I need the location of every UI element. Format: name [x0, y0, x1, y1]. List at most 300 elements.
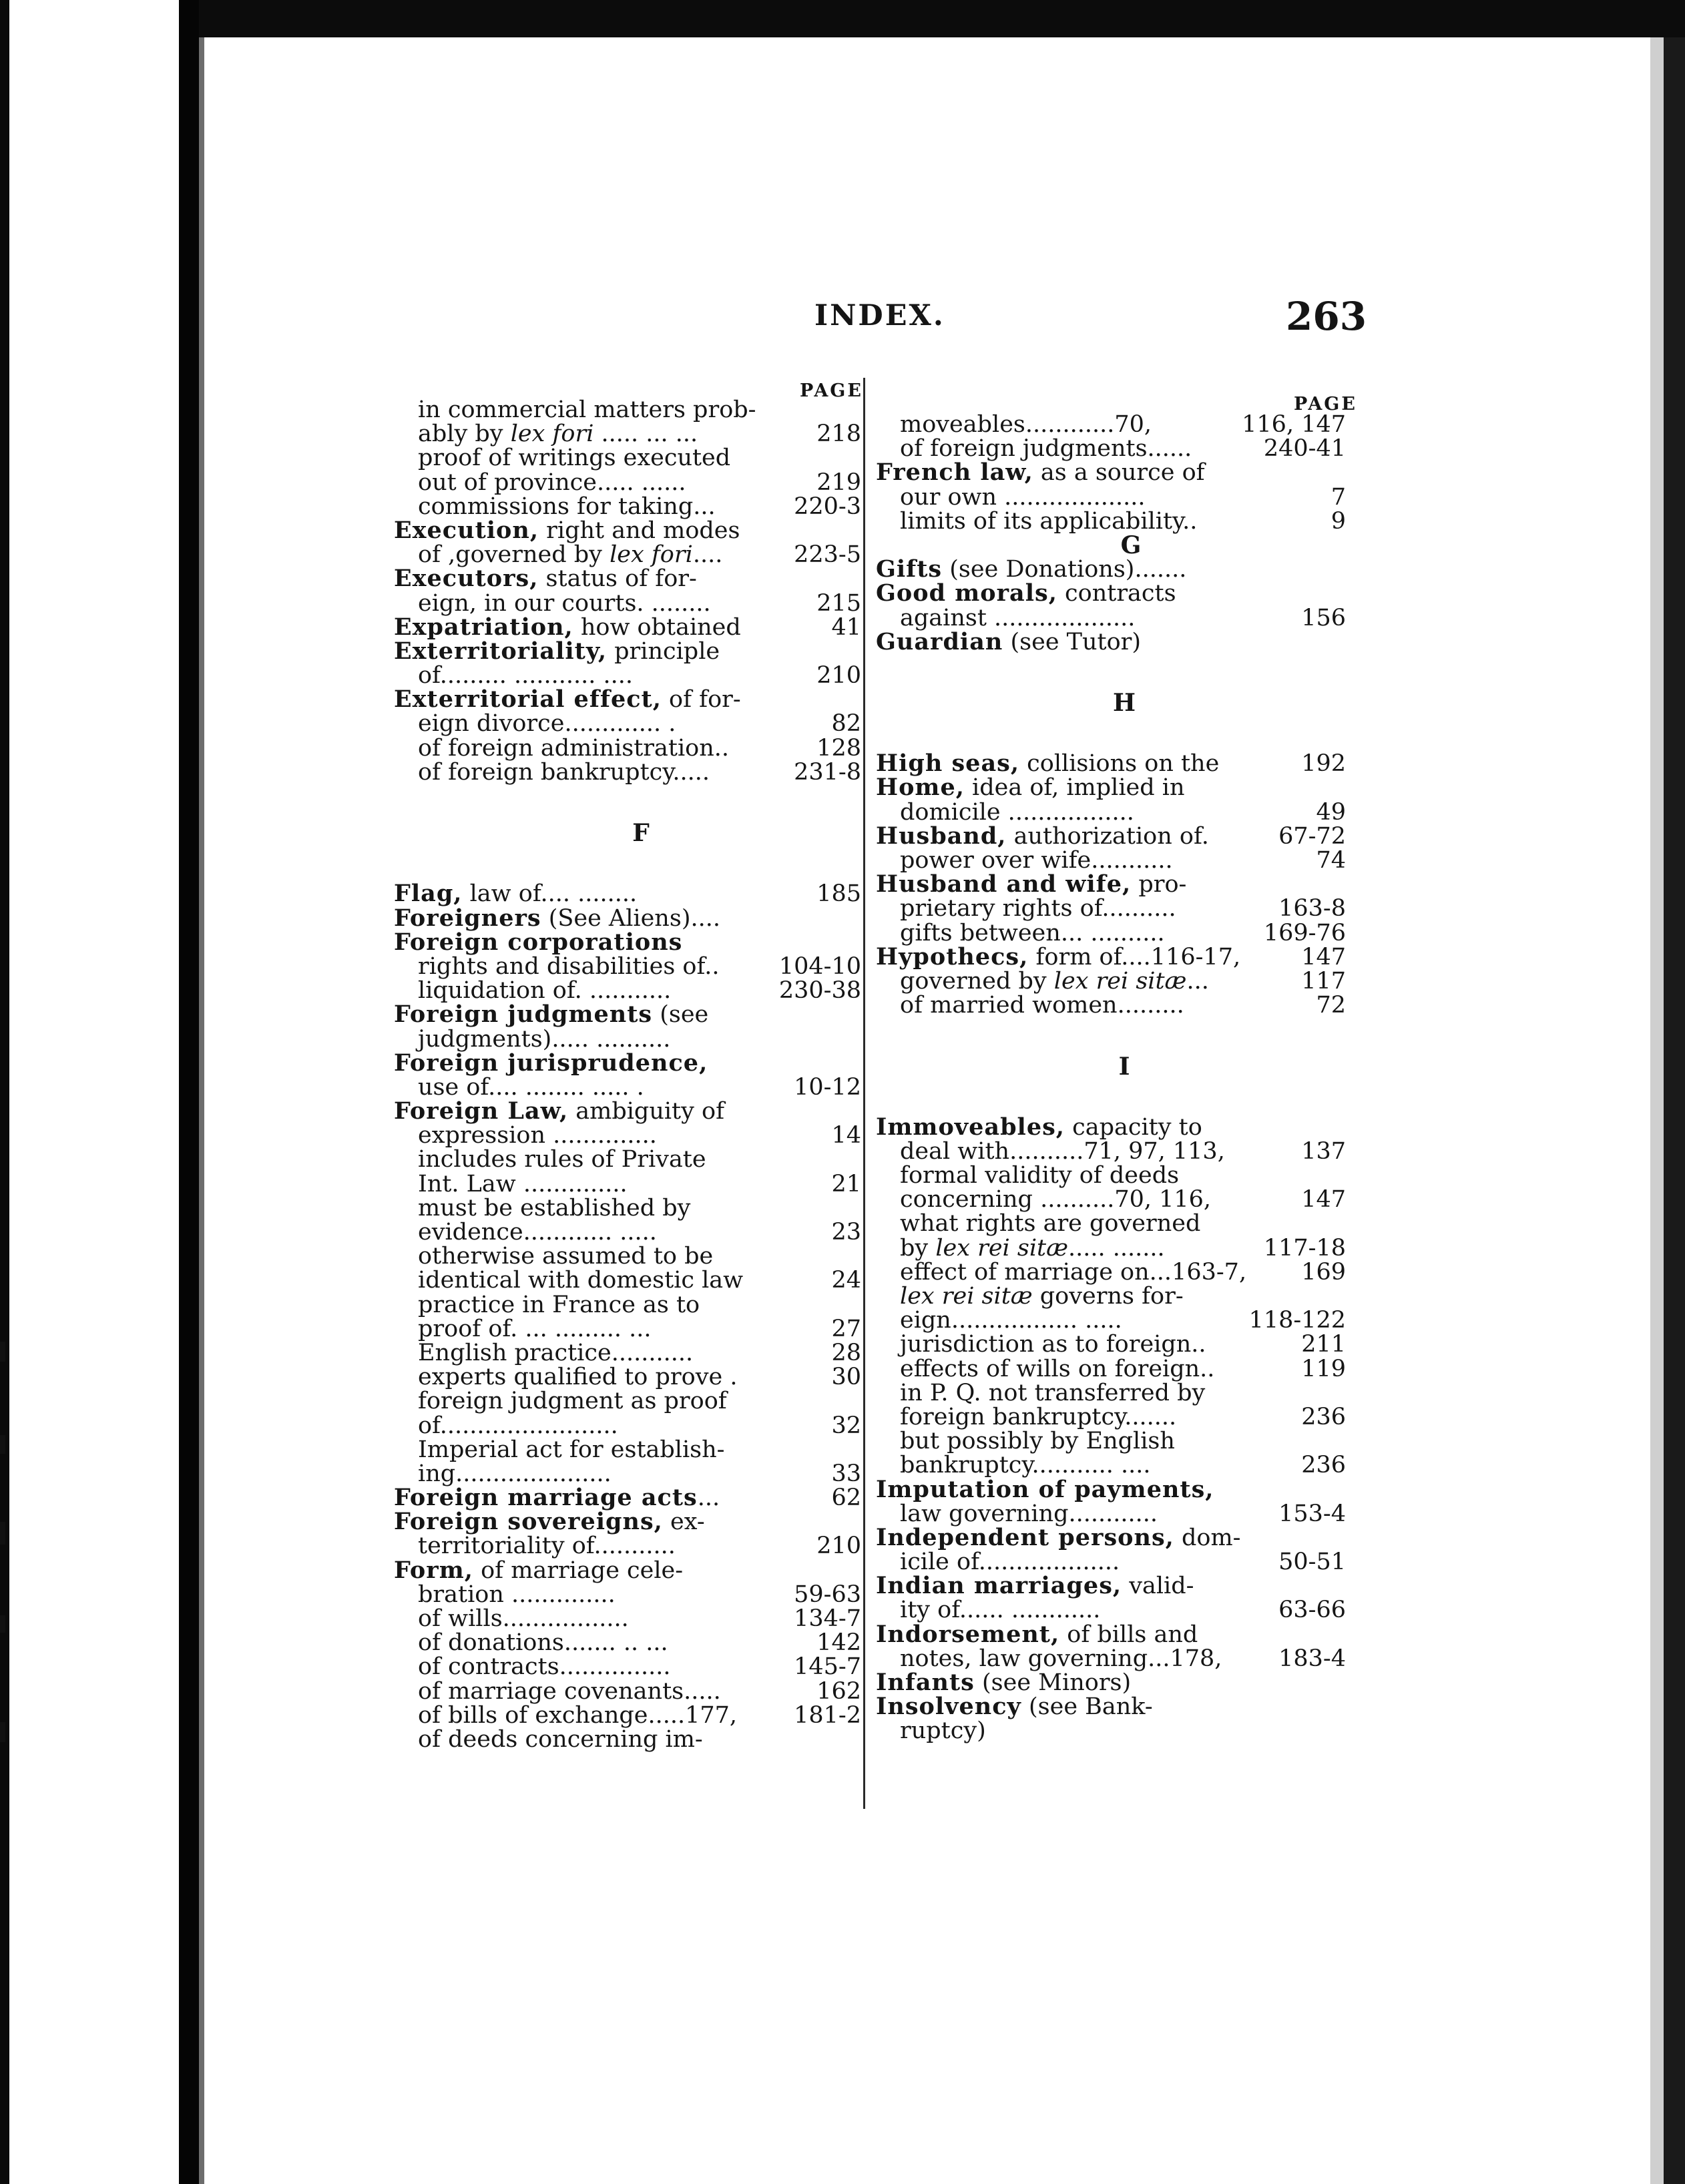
index-subentry — [876, 606, 1346, 630]
entry-text — [876, 824, 1209, 848]
page-ref: 117 — [1301, 967, 1346, 995]
page-ref: 21 — [831, 1170, 861, 1197]
index-subentry — [394, 543, 861, 567]
entry-headword: Exterritoriality, — [394, 637, 608, 665]
entry-italic: lex rei sitæ — [900, 1283, 1033, 1310]
entry-label: law governing............ — [900, 1500, 1158, 1527]
entry-label: eign................. ..... — [900, 1307, 1122, 1334]
index-entry — [876, 942, 1346, 971]
entry-text — [876, 627, 1142, 655]
index-subentry — [876, 1405, 1346, 1429]
page-ref: 137 — [1301, 1137, 1346, 1165]
entry-label: proof of. ... ......... ... — [418, 1315, 652, 1342]
entry-text — [394, 1099, 724, 1123]
index-entry — [876, 1695, 1346, 1719]
entry-label: bankruptcy........... .... — [900, 1452, 1151, 1479]
entry-text — [876, 872, 1186, 896]
entry-text — [394, 688, 741, 712]
index-entry — [876, 627, 1346, 655]
entry-label: concerning ..........70, 116, — [900, 1186, 1212, 1213]
entry-label: eign divorce............. . — [418, 710, 676, 738]
page-ref: 72 — [1316, 992, 1346, 1019]
entry-text — [394, 615, 741, 639]
index-subentry — [394, 446, 861, 470]
entry-text — [900, 1357, 1214, 1381]
index-entry — [394, 1486, 861, 1510]
entry-headword: Imputation of payments, — [876, 1475, 1214, 1503]
index-subentry — [876, 1381, 1346, 1405]
entry-label: ... — [697, 1484, 720, 1512]
entry-headword: Executors, — [394, 565, 539, 593]
running-head: INDEX. — [814, 299, 945, 332]
entry-text — [394, 906, 720, 930]
entry-text — [876, 1574, 1194, 1598]
entry-text — [418, 1607, 629, 1631]
index-subentry — [394, 1703, 861, 1727]
margin-mark — [0, 1435, 5, 1454]
entry-text — [394, 1510, 705, 1534]
index-subentry — [876, 1332, 1346, 1356]
entry-label: power over wife........... — [900, 847, 1173, 874]
entry-text — [900, 1719, 986, 1743]
page-column-label-left: PAGE — [800, 380, 863, 401]
index-subentry — [394, 398, 861, 422]
entry-text — [876, 1475, 1214, 1503]
entry-label: law of.... ........ — [462, 880, 638, 908]
index-subentry — [394, 1534, 861, 1558]
index-subentry — [394, 1389, 861, 1413]
index-subentry — [876, 1453, 1346, 1477]
entry-text — [418, 1534, 676, 1558]
page-ref: 59-63 — [794, 1581, 861, 1608]
index-entry — [394, 1051, 861, 1075]
entry-text — [394, 1051, 708, 1075]
entry-label: eign, in our courts. ........ — [418, 589, 711, 617]
entry-label: how obtained — [573, 613, 741, 641]
index-entry — [394, 1556, 861, 1584]
page-ref: 67-72 — [1278, 822, 1346, 850]
index-subentry — [876, 1236, 1346, 1260]
index-subentry — [394, 1365, 861, 1389]
entry-label: identical with domestic law — [418, 1267, 744, 1294]
entry-label: experts qualified to prove . — [418, 1364, 738, 1391]
entry-label: rights and disabilities of.. — [418, 952, 720, 980]
entry-text — [418, 736, 729, 760]
entry-text — [418, 543, 722, 567]
index-subentry — [394, 1679, 861, 1703]
entry-text — [900, 1429, 1175, 1453]
entry-text — [900, 921, 1165, 945]
scan-gutter-edge — [199, 0, 204, 2184]
page-ref: 104-10 — [778, 952, 861, 980]
page-ref: 7 — [1331, 483, 1346, 511]
page-ref: 28 — [831, 1339, 861, 1366]
page-ref: 240-41 — [1263, 435, 1346, 463]
index-subentry — [394, 954, 861, 979]
page-ref: 223-5 — [794, 541, 861, 569]
entry-headword: Expatriation, — [394, 613, 573, 641]
entry-headword: Infants — [876, 1669, 975, 1696]
entry-text — [418, 1631, 668, 1655]
entry-text — [900, 509, 1197, 533]
entry-label: icile of................... — [900, 1549, 1120, 1576]
entry-label: authorization of. — [1006, 822, 1209, 850]
entry-text — [418, 663, 633, 688]
entry-label: commissions for taking... — [418, 493, 716, 520]
index-subentry — [876, 1719, 1346, 1743]
entry-italic: lex fori — [510, 421, 594, 448]
entry-label: (see — [652, 1001, 709, 1029]
index-subentry — [876, 800, 1346, 824]
entry-label: foreign judgment as proof — [418, 1388, 727, 1415]
entry-text — [876, 776, 1185, 800]
entry-headword: Hypothecs, — [876, 942, 1029, 971]
entry-text — [876, 1695, 1153, 1719]
entry-headword: Immoveables, — [876, 1113, 1065, 1141]
entry-text — [418, 1123, 657, 1147]
index-subentry — [876, 1211, 1346, 1236]
page-ref: 231-8 — [794, 758, 861, 786]
index-subentry — [394, 1317, 861, 1341]
index-subentry — [394, 495, 861, 519]
page-ref: 230-38 — [778, 977, 861, 1005]
section-gap — [876, 1091, 1346, 1115]
index-entry — [876, 1523, 1346, 1551]
entry-text — [876, 581, 1176, 605]
entry-label: collisions on the — [1019, 750, 1220, 778]
entry-label: includes rules of Private — [418, 1146, 706, 1173]
entry-label: limits of its applicability.. — [900, 507, 1198, 535]
entry-label: formal validity of deeds — [900, 1162, 1180, 1189]
entry-label: territoriality of........... — [418, 1533, 676, 1560]
entry-label: governed by — [900, 967, 1047, 995]
entry-label: notes, law governing...178, — [900, 1645, 1222, 1672]
entry-text — [876, 461, 1205, 485]
index-column-right — [876, 413, 1346, 1743]
entry-label: practice in France as to — [418, 1291, 700, 1318]
entry-text — [418, 1655, 671, 1679]
entry-text — [900, 1139, 1225, 1163]
index-subentry — [394, 1462, 861, 1486]
entry-text — [418, 591, 711, 615]
index-subentry — [394, 979, 861, 1003]
entry-headword: Guardian — [876, 627, 1003, 655]
index-subentry — [394, 760, 861, 784]
page-ref: 162 — [816, 1677, 861, 1705]
entry-label: dom- — [1174, 1524, 1241, 1551]
entry-text — [418, 1389, 727, 1413]
page-ref: 63-66 — [1278, 1597, 1346, 1624]
entry-text — [900, 485, 1146, 509]
entry-label: prietary rights of.......... — [900, 895, 1176, 922]
entry-text — [900, 1236, 1165, 1260]
index-subentry — [876, 896, 1346, 920]
index-entry — [394, 930, 861, 954]
entry-text — [418, 1027, 670, 1051]
entry-headword: Flag, — [394, 880, 463, 908]
entry-italic: lex rei sitæ — [1053, 967, 1187, 995]
entry-label: ity of...... ............ — [900, 1597, 1101, 1624]
entry-text — [394, 882, 637, 906]
page-ref: 192 — [1301, 750, 1346, 778]
entry-label: effects of wills on foreign.. — [900, 1355, 1215, 1382]
index-entry — [876, 872, 1346, 896]
entry-label: domicile ................. — [900, 798, 1134, 826]
entry-headword: Independent persons, — [876, 1523, 1174, 1551]
entry-text — [418, 712, 676, 736]
entry-label: of deeds concerning im- — [418, 1725, 703, 1753]
entry-label: pro- — [1131, 871, 1187, 898]
page-ref: 183-4 — [1278, 1645, 1346, 1672]
entry-headword: Home, — [876, 774, 965, 802]
index-entry — [876, 461, 1346, 485]
page-ref: 62 — [831, 1484, 861, 1512]
entry-headword: Indorsement, — [876, 1620, 1060, 1648]
index-entry — [876, 557, 1346, 581]
index-subentry — [876, 1598, 1346, 1622]
page-ref: 169-76 — [1263, 919, 1346, 946]
index-entry — [876, 581, 1346, 605]
page-ref: 117-18 — [1263, 1234, 1346, 1262]
index-subentry — [394, 591, 861, 615]
entry-label: idea of, implied in — [964, 774, 1185, 802]
page-ref: 185 — [816, 880, 861, 908]
index-subentry — [394, 1147, 861, 1171]
index-subentry — [394, 1123, 861, 1147]
page-ref: 128 — [816, 734, 861, 762]
index-subentry — [394, 1655, 861, 1679]
entry-text — [418, 422, 698, 446]
index-subentry — [876, 1502, 1346, 1526]
entry-headword: Foreign jurisprudence, — [394, 1049, 708, 1077]
page-ref: 32 — [831, 1412, 861, 1439]
entry-label: ruptcy) — [900, 1717, 986, 1745]
entry-label: (see Tutor) — [1003, 628, 1142, 655]
page-ref: 145-7 — [794, 1653, 861, 1681]
entry-label: form of....116-17, — [1028, 943, 1241, 971]
index-column-left — [394, 398, 861, 1751]
index-subentry — [394, 1244, 861, 1268]
entry-text — [418, 1679, 721, 1703]
entry-label: against ................... — [900, 604, 1136, 631]
entry-headword: French law, — [876, 459, 1033, 487]
margin-mark — [0, 1522, 5, 1545]
entry-headword: Indian marriages, — [876, 1572, 1122, 1600]
entry-text — [900, 413, 1152, 437]
entry-text — [900, 1284, 1184, 1308]
index-entry — [394, 688, 861, 712]
index-subentry — [876, 1357, 1346, 1381]
entry-label: gifts between... .......... — [900, 919, 1165, 946]
entry-label: liquidation of. ........... — [418, 977, 672, 1005]
entry-headword: Gifts — [876, 555, 943, 583]
page-number: 263 — [1286, 294, 1367, 339]
entry-label: of marriage cele- — [473, 1557, 684, 1584]
entry-headword: Foreigners — [394, 904, 541, 932]
index-subentry — [876, 921, 1346, 945]
index-subentry — [876, 1308, 1346, 1332]
entry-italic: lex rei sitæ — [935, 1234, 1068, 1262]
index-entry — [876, 752, 1346, 776]
entry-text — [900, 1598, 1100, 1622]
entry-label: right and modes — [539, 517, 740, 544]
entry-label: of contracts............... — [418, 1653, 671, 1681]
page-ref: 210 — [816, 662, 861, 690]
entry-text — [394, 930, 682, 954]
entry-label: valid- — [1122, 1573, 1194, 1600]
index-subentry — [394, 1268, 861, 1292]
entry-text — [900, 993, 1184, 1017]
entry-text — [900, 896, 1176, 920]
index-subentry — [876, 993, 1346, 1017]
entry-text — [900, 1405, 1176, 1429]
index-entry — [876, 1475, 1346, 1503]
entry-text — [418, 1147, 706, 1171]
entry-text — [876, 942, 1241, 971]
entry-label: jurisdiction as to foreign.. — [900, 1331, 1206, 1358]
index-subentry — [394, 1293, 861, 1317]
margin-mark — [0, 1342, 5, 1362]
entry-label: by — [900, 1234, 929, 1262]
index-subentry — [394, 712, 861, 736]
section-letter: H — [1112, 689, 1136, 718]
page-ref: 142 — [816, 1629, 861, 1657]
section-gap — [876, 728, 1346, 752]
page-ref: 50-51 — [1278, 1549, 1346, 1576]
index-subentry — [876, 1163, 1346, 1187]
entry-text — [394, 1486, 720, 1510]
entry-label: principle — [607, 637, 720, 665]
entry-text — [418, 1414, 618, 1438]
entry-label: (See Aliens).... — [541, 904, 720, 932]
entry-label: of foreign administration.. — [418, 734, 730, 762]
entry-headword: Form, — [394, 1556, 473, 1584]
page-ref: 27 — [831, 1315, 861, 1342]
index-subentry — [394, 736, 861, 760]
entry-text — [900, 606, 1135, 630]
scan-top-border — [199, 0, 1685, 37]
index-subentry — [394, 1727, 861, 1751]
index-subentry — [876, 848, 1346, 872]
entry-label: of wills................. — [418, 1605, 629, 1632]
index-subentry — [394, 1341, 861, 1365]
index-subentry — [394, 1075, 861, 1099]
entry-label: bration .............. — [418, 1581, 616, 1608]
entry-label: ex- — [662, 1509, 705, 1536]
index-subentry — [876, 1647, 1346, 1671]
section-gap — [394, 858, 861, 882]
entry-text — [394, 516, 740, 544]
entry-text — [418, 495, 716, 519]
section-gap — [876, 1017, 1346, 1041]
index-subentry — [394, 471, 861, 495]
page-ref: 9 — [1331, 507, 1346, 535]
index-subentry — [394, 1196, 861, 1220]
entry-label: in P. Q. not transferred by — [900, 1379, 1206, 1406]
index-entry — [394, 567, 861, 591]
page-ref: 116, 147 — [1242, 411, 1346, 438]
entry-headword: Execution, — [394, 516, 539, 544]
entry-headword: Good morals, — [876, 579, 1057, 607]
entry-text — [876, 1523, 1241, 1551]
entry-text — [418, 1293, 700, 1317]
section-gap — [394, 784, 861, 808]
margin-mark — [0, 1615, 5, 1633]
entry-label: status of for- — [538, 565, 697, 593]
entry-label: evidence............ ..... — [418, 1219, 657, 1246]
page-ref: 147 — [1301, 1186, 1346, 1213]
column-rule — [863, 378, 865, 1809]
section-letter: G — [1120, 531, 1142, 559]
index-entry — [394, 882, 861, 906]
entry-label: (see Donations)....... — [942, 556, 1187, 583]
index-entry — [876, 1574, 1346, 1598]
entry-label: foreign bankruptcy....... — [900, 1403, 1177, 1430]
entry-label: deal with..........71, 97, 113, — [900, 1137, 1225, 1165]
page-ref: 215 — [816, 589, 861, 617]
index-subentry — [876, 1260, 1346, 1284]
entry-text — [900, 1211, 1200, 1236]
entry-text — [418, 1075, 644, 1099]
entry-text — [900, 1260, 1246, 1284]
page-ref: 30 — [831, 1364, 861, 1391]
entry-label: expression .............. — [418, 1122, 657, 1149]
entry-text — [876, 1671, 1131, 1695]
entry-label: must be established by — [418, 1194, 691, 1221]
page-ref: 10-12 — [794, 1073, 861, 1101]
entry-text — [394, 1003, 708, 1027]
entry-label: of for- — [661, 686, 741, 714]
entry-text — [394, 1556, 684, 1584]
entry-label: judgments)..... .......... — [418, 1025, 671, 1053]
index-entry — [394, 1510, 861, 1534]
page-ref: 41 — [831, 613, 861, 641]
page-ref: 169 — [1301, 1258, 1346, 1286]
entry-text — [418, 1196, 690, 1220]
page-ref: 119 — [1301, 1355, 1346, 1382]
entry-text — [876, 1620, 1198, 1648]
entry-text — [900, 800, 1134, 824]
index-subentry — [394, 1220, 861, 1244]
index-subentry — [394, 1414, 861, 1438]
entry-label: out of province..... ...... — [418, 469, 686, 496]
page-ref: 118-122 — [1248, 1307, 1346, 1334]
entry-text — [876, 557, 1186, 581]
page-ref: 49 — [1316, 798, 1346, 826]
page-ref: 163-8 — [1278, 895, 1346, 922]
entry-text — [418, 1583, 616, 1607]
entry-headword: Exterritorial effect, — [394, 686, 662, 714]
page-ref: 220-3 — [794, 493, 861, 520]
entry-text — [418, 1268, 743, 1292]
entry-label: of marriage covenants..... — [418, 1677, 721, 1705]
entry-headword: High seas, — [876, 750, 1020, 778]
index-entry — [394, 639, 861, 663]
entry-headword: Insolvency — [876, 1693, 1021, 1721]
entry-label: of ,governed by — [418, 541, 602, 569]
entry-label: but possibly by English — [900, 1428, 1175, 1455]
index-entry — [394, 1099, 861, 1123]
entry-text — [418, 1703, 737, 1727]
scan-right-border — [1664, 37, 1685, 2184]
entry-label: otherwise assumed to be — [418, 1243, 714, 1270]
entry-label: ing..................... — [418, 1460, 612, 1487]
index-subentry — [876, 1139, 1346, 1163]
entry-headword: Foreign corporations — [394, 928, 683, 956]
entry-rest: ..... ... ... — [593, 421, 698, 448]
entry-text — [900, 1308, 1122, 1332]
index-subentry — [876, 1187, 1346, 1211]
